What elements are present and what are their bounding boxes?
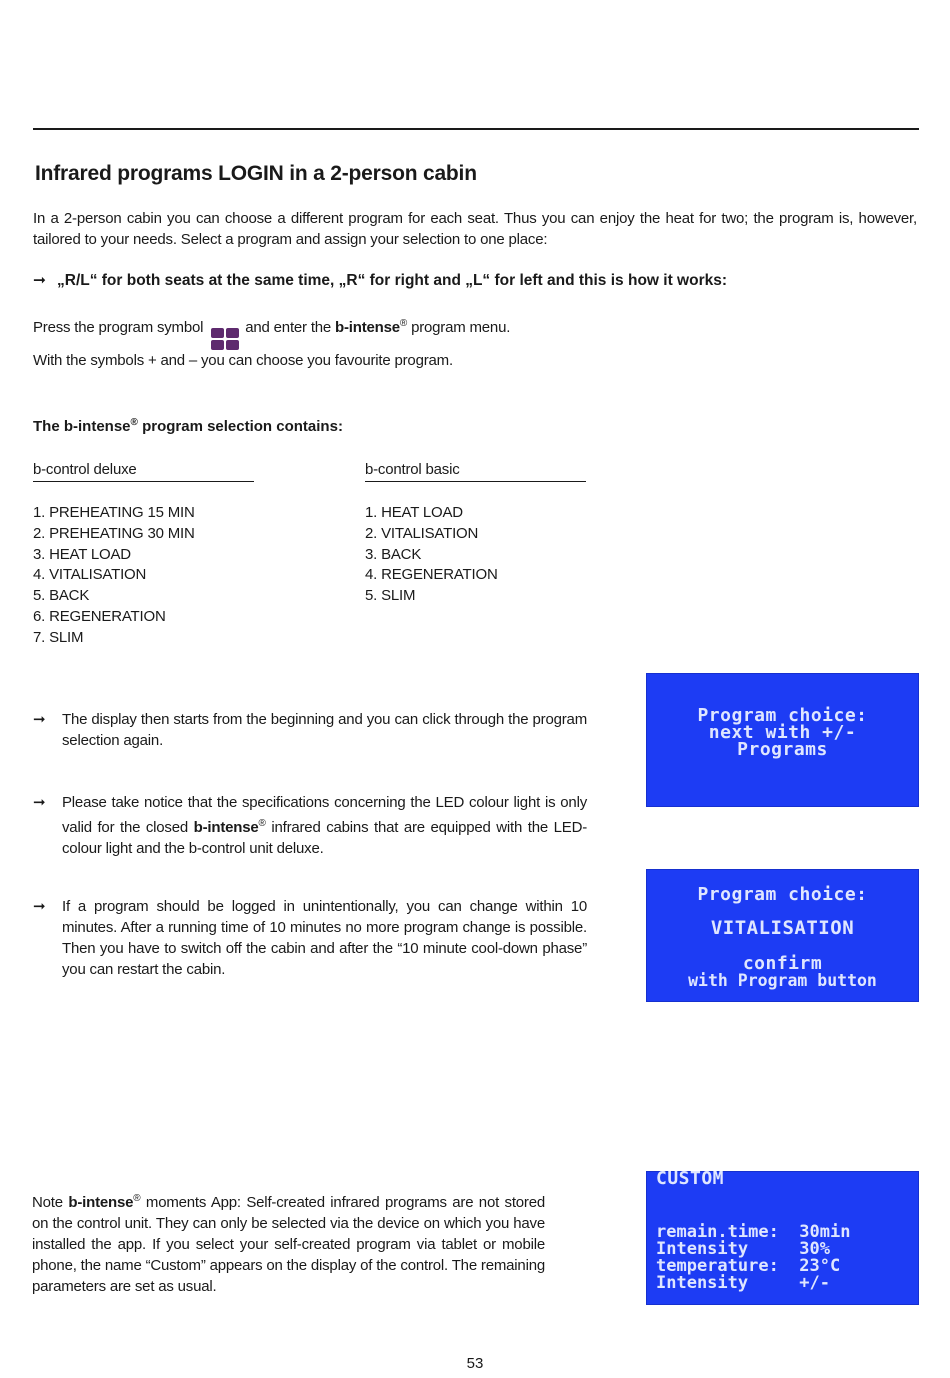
program-grid-icon <box>211 328 239 350</box>
bullet-text: If a program should be logged in unintentionally, you can change within 10 minutes. After a running time of 10 minutes no more program change is possible. Then you have to switch off the cabin and after the “10 minute cool-down phase” you can restart the cabin. <box>62 898 587 978</box>
arrow-icon: ➞ <box>33 794 46 811</box>
deluxe-program-list <box>33 459 254 648</box>
registered-mark: ® <box>130 417 138 428</box>
lcd-display-custom <box>646 1168 919 1305</box>
selection-heading-text-end: program selection contains: <box>142 418 343 435</box>
registered-mark: ® <box>133 1193 141 1204</box>
bullet-text-before: Please take notice that the specifications concerning the LED colour light is only valid for the closed <box>62 794 587 836</box>
arrow-icon: ➞ <box>33 898 46 915</box>
lcd-line: remain.time: 30min <box>656 1222 851 1242</box>
brand-name: b-intense <box>193 819 259 836</box>
press-text-end: program menu. <box>411 319 511 336</box>
deluxe-heading: b-control deluxe <box>33 459 254 482</box>
lcd-line: next with +/- <box>708 722 857 743</box>
list-item: 2. PREHEATING 30 MIN <box>33 524 195 542</box>
press-text-before: Press the program symbol <box>33 319 204 336</box>
list-item: 1. HEAT LOAD <box>365 504 463 521</box>
bullet-display-restart <box>33 709 587 751</box>
seat-instruction-text: „R/L“ for both seats at the same time, „R“ for right and „L“ for left and this is how it works: <box>57 272 728 289</box>
lcd-line: Intensity +/- <box>656 1273 830 1293</box>
list-item: 3. HEAT LOAD <box>33 545 131 563</box>
lcd-line: with Program button <box>688 971 877 990</box>
list-item: 3. BACK <box>365 545 422 563</box>
list-item: 5. BACK <box>33 587 90 605</box>
press-instruction <box>33 313 510 371</box>
lcd-line: VITALISATION <box>710 917 855 939</box>
brand-name: b-intense <box>68 1194 134 1211</box>
list-item: 1. PREHEATING 15 MIN <box>33 504 195 521</box>
bullet-led-notice <box>33 792 587 859</box>
list-item: 2. VITALISATION <box>365 524 479 542</box>
press-line-2: With the symbols + and – you can choose you favourite program. <box>33 352 453 369</box>
registered-mark: ® <box>399 318 408 329</box>
lcd-line: Programs <box>737 739 828 760</box>
list-item: 7. SLIM <box>33 628 84 646</box>
lcd-line: Intensity 30% <box>656 1239 830 1259</box>
lcd-display-vitalisation <box>646 869 919 1002</box>
bullet-text-after: infrared cabins that are equipped with the LED-colour light and the b-control unit deluxe. <box>62 819 588 857</box>
arrow-icon: ➞ <box>33 272 46 289</box>
lcd-display-program-choice <box>646 673 919 807</box>
brand-name: b-intense <box>335 319 400 336</box>
list-item: 4. VITALISATION <box>33 566 147 584</box>
page-number: 53 <box>466 1355 484 1372</box>
bullet-text: The display then starts from the beginning and you can click through the program selection again. <box>62 711 587 749</box>
page-title: Infrared programs LOGIN in a 2-person cabin <box>35 162 477 185</box>
lcd-line: CUSTOM <box>656 1168 725 1189</box>
note-text: moments App: Self-created infrared programs are not stored on the control unit. They can only be selected via the device on which you have installed the app. If you select your self-created program via tablet or mobile phone, the name “Custom” appears on the display of the control. The remaining parameters are set as usual. <box>32 1194 546 1295</box>
top-rule <box>33 128 919 130</box>
lcd-line: confirm <box>742 953 823 974</box>
registered-mark: ® <box>258 818 266 829</box>
list-item: 6. REGENERATION <box>33 607 166 625</box>
seat-instruction <box>33 271 727 290</box>
list-item: 4. REGENERATION <box>365 566 498 584</box>
basic-heading: b-control basic <box>365 459 586 482</box>
arrow-icon: ➞ <box>33 711 46 728</box>
selection-heading-text: The b-intense <box>33 418 131 435</box>
list-item: 5. SLIM <box>365 587 416 605</box>
note-label: Note <box>32 1194 63 1211</box>
app-note <box>32 1188 545 1297</box>
selection-heading <box>33 417 343 435</box>
bullet-text <box>62 792 587 859</box>
lcd-line: Program choice: <box>697 705 868 726</box>
bullet-program-change <box>33 896 587 980</box>
intro-paragraph: In a 2-person cabin you can choose a different program for each seat. Thus you can enjoy the heat for two; the program is, however, tailored to your needs. Select a program and assign your selection to one place: <box>33 210 917 248</box>
lcd-line: temperature: 23°C <box>656 1256 841 1276</box>
press-text-after: and enter the <box>245 319 332 336</box>
basic-program-list <box>365 459 586 606</box>
lcd-line: Program choice: <box>697 884 868 905</box>
